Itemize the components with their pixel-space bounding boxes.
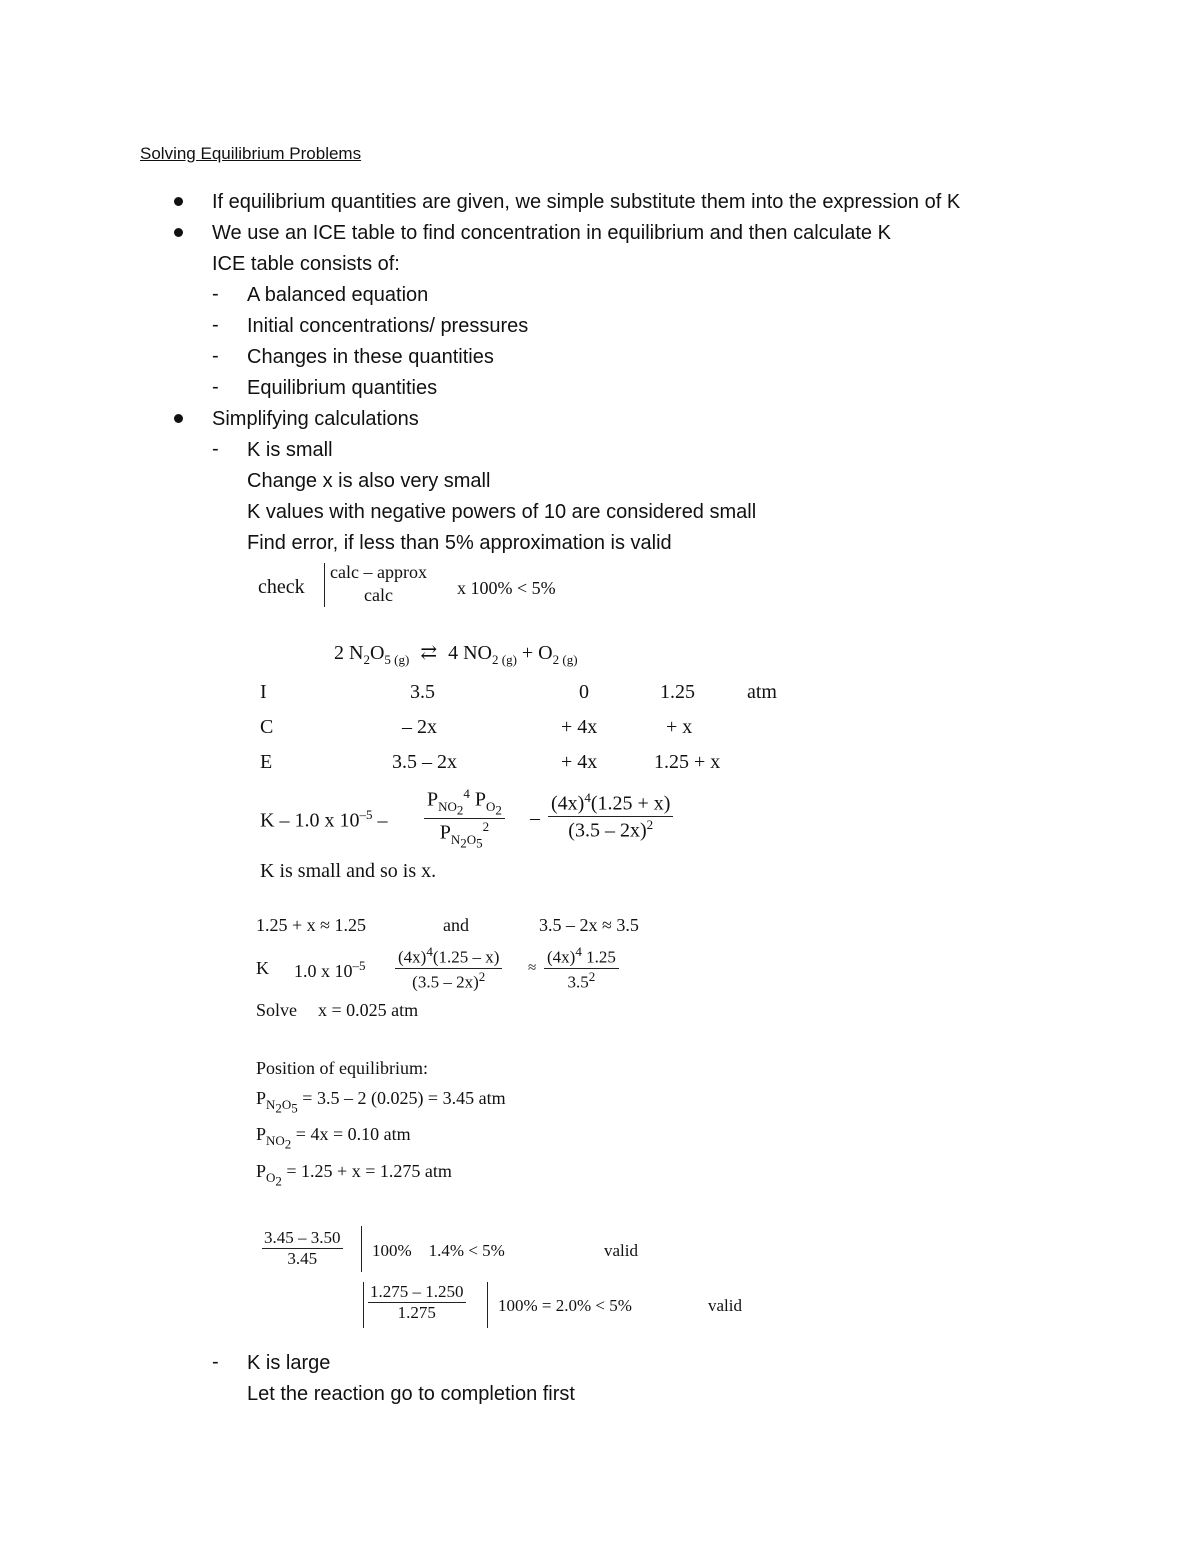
approx-left: 1.25 + x ≈ 1.25 <box>256 915 367 935</box>
k-x-fraction: $(4x)^4(1.25 + x)$ (3.5 – 2x)$^2$ <box>548 790 673 842</box>
ice-item: Equilibrium quantities <box>247 377 438 399</box>
k-pressure-fraction: $P_{NO_2}^4$ $P_{O_2}$ $P_{N_2O_5}^2$ <box>424 786 505 852</box>
dash-marker: - <box>212 376 219 398</box>
k-approx-k: K <box>256 958 269 978</box>
check2-fraction <box>368 1282 466 1323</box>
ice-cell: + x <box>666 716 693 738</box>
check2-result: valid <box>708 1296 742 1315</box>
reaction-equation: 2 $N_2O_{5 (g)}$ ⇄ 4 $NO_{2 (g)} + O_{2 (g)}$ <box>334 642 578 667</box>
k-small-line: K values with negative powers of 10 are considered small <box>247 501 757 523</box>
ice-cell: + 4x <box>561 751 598 773</box>
ice-cell: 1.25 + x <box>654 751 721 773</box>
dash-marker: - <box>212 283 219 305</box>
ice-row-label: E <box>260 751 273 773</box>
k-small-line: Change x is also very small <box>247 470 491 492</box>
k-x-denominator: (3.5 – 2x) <box>568 819 647 842</box>
bullet-ice-table: We use an ICE table to find concentration in equilibrium and then calculate K <box>212 222 891 244</box>
ice-cell: 3.5 <box>410 681 435 703</box>
reaction-left: 2 N <box>334 642 364 664</box>
check-denominator: calc <box>363 585 393 605</box>
equilibrium-arrow: ⇄ <box>420 642 438 664</box>
k-small-line: Find error, if less than 5% approximation is valid <box>247 532 672 554</box>
k-approx-num1: (4x) <box>398 947 427 967</box>
dash-marker: - <box>212 345 219 367</box>
p-no2: $P_{NO_2} = 4x = 0.10$ atm <box>256 1124 411 1152</box>
check-tail: x 100% < 5% <box>457 578 556 598</box>
solve-value: x = 0.025 atm <box>318 1000 419 1020</box>
position-heading: Position of equilibrium: <box>256 1058 429 1078</box>
dash-marker: - <box>212 438 219 460</box>
approx-symbol: ≈ <box>528 960 537 976</box>
k-approx-value <box>294 958 366 982</box>
ice-item: A balanced equation <box>247 284 429 306</box>
k-approx-fraction2: $(4x)^4$ 1.25 $3.5^2$ <box>544 944 619 992</box>
ice-cell: 3.5 – 2x <box>392 751 457 773</box>
bullet-dot <box>174 197 183 206</box>
p-n2o5: $P_{N_2O_5} = 3.5 - 2$ (0.025) = 3.45 atm <box>256 1088 506 1116</box>
abs-bar <box>324 563 325 607</box>
k-approx-fraction1: $(4x)^4(1.25 - x)$ (3.5 – 2x)$^2$ <box>395 944 502 992</box>
p-o2-value: = 1.25 + x = 1.275 atm <box>286 1161 452 1181</box>
equals-sign: – <box>530 807 540 829</box>
check1-denominator: 3.45 <box>287 1249 318 1268</box>
ice-item: Changes in these quantities <box>247 346 494 368</box>
k-approx-den1: (3.5 – 2x) <box>412 972 479 992</box>
k-expression: K – 1.0 x $10^{-5}$ – <box>260 807 388 832</box>
check2-tail: 100% = 2.0% < 5% <box>498 1296 632 1315</box>
solve-label: Solve <box>256 1000 298 1020</box>
dash-marker: - <box>212 1351 219 1373</box>
approx-right: 3.5 – 2x ≈ 3.5 <box>539 915 639 935</box>
bullet-simplifying: Simplifying calculations <box>212 408 419 430</box>
abs-bar <box>361 1226 362 1272</box>
k-expression-lhs: K – 1.0 x 10 <box>260 809 360 832</box>
k-small-note: K is small and so is x. <box>260 860 437 882</box>
check2-numerator: 1.275 – 1.250 <box>370 1282 464 1301</box>
k-approx-num1-tail: (1.25 – x) <box>432 947 500 967</box>
k-approx-exponent: –5 <box>352 958 366 973</box>
check1-numerator: 3.45 – 3.50 <box>264 1228 341 1247</box>
ice-unit: atm <box>747 681 777 703</box>
p-o2: $P_{O_2} = 1.25 + x = 1.275$ atm <box>256 1161 452 1189</box>
approx-and: and <box>443 915 469 935</box>
bullet-given-quantities: If equilibrium quantities are given, we simple substitute them into the expression of K <box>212 191 961 213</box>
k-large-line: Let the reaction go to completion first <box>247 1383 575 1405</box>
k-x-numerator-b: (1.25 + x) <box>590 792 671 815</box>
bullet-dot <box>174 228 183 237</box>
ice-cell: 0 <box>579 681 589 703</box>
bullet-dot <box>174 414 183 423</box>
check1-result: valid <box>604 1241 638 1260</box>
k-x-numerator-a: (4x) <box>551 792 585 815</box>
k-approx-num2: (4x) <box>547 947 576 967</box>
abs-bar <box>363 1282 364 1328</box>
ice-cell: 1.25 <box>660 681 695 703</box>
k-exponent: –5 <box>359 807 373 822</box>
k-approx-den2: 3.5 <box>567 972 589 992</box>
ice-cell: + 4x <box>561 716 598 738</box>
check-numerator: calc – approx <box>330 562 427 582</box>
p-no2-value: = 4x = 0.10 atm <box>295 1124 411 1144</box>
dash-marker: - <box>212 314 219 336</box>
k-approx-mantissa: 1.0 x 10 <box>294 961 353 981</box>
check1-fraction <box>262 1228 343 1269</box>
check-label: check <box>258 576 305 598</box>
ice-cell: – 2x <box>402 716 437 738</box>
ice-item: Initial concentrations/ pressures <box>247 315 529 337</box>
ice-row-label: C <box>260 716 274 738</box>
p-n2o5-value: = 3.5 – 2 (0.025) = 3.45 atm <box>302 1088 506 1108</box>
page-title: Solving Equilibrium Problems <box>140 144 362 163</box>
check1-tail: 100% 1.4% < 5% <box>372 1241 505 1260</box>
k-small-label: K is small <box>247 439 333 461</box>
k-approx-num2-tail: 1.25 <box>581 947 616 967</box>
abs-bar <box>487 1282 488 1328</box>
ice-row-label: I <box>260 681 267 703</box>
check2-denominator: 1.275 <box>397 1303 436 1322</box>
ice-intro: ICE table consists of: <box>212 253 400 275</box>
check-fraction <box>330 562 427 606</box>
k-large-label: K is large <box>247 1352 331 1374</box>
